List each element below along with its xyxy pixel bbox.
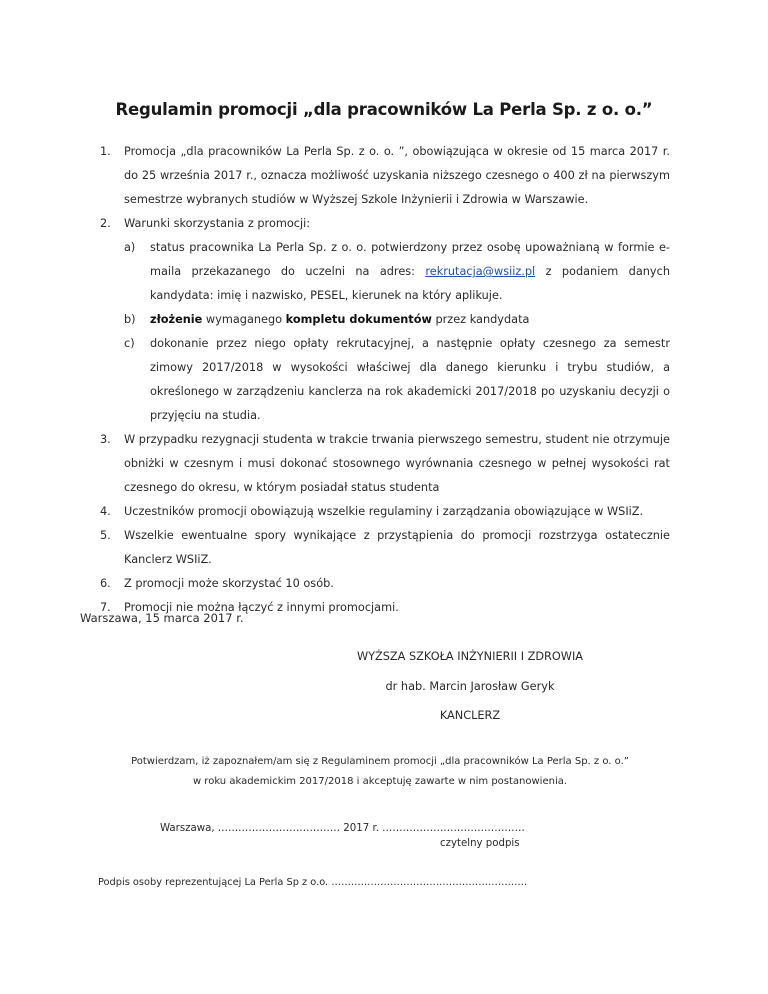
signatory-name: dr hab. Marcin Jarosław Geryk [385, 680, 555, 693]
confirmation-statement [100, 752, 660, 792]
sublist-item-c [124, 332, 670, 428]
subitem-bold-text: kompletu dokumentów [285, 313, 432, 326]
item-number: 5. [100, 529, 111, 542]
document-title: Regulamin promocji „dla pracowników La Perla Sp. z o. o.” [115, 100, 653, 119]
confirmation-line: w roku akademickim 2017/2018 i akceptuję zawarte w nim postanowienia. [192, 776, 568, 787]
place-and-date: Warszawa, 15 marca 2017 r. [80, 611, 244, 625]
email-link[interactable]: rekrutacja@wsiiz.pl [425, 265, 536, 278]
subitem-text: wymaganego [202, 313, 286, 326]
list-item [100, 140, 670, 212]
list-item [100, 212, 670, 428]
signature-caption: czytelny podpis [440, 838, 520, 849]
list-item [100, 572, 670, 596]
city-date-signature-line: Warszawa, ……………………………… 2017 r. …………………………………… [160, 823, 525, 834]
item-number: 3. [100, 433, 111, 446]
subitem-letter: c) [124, 337, 135, 350]
item-text: Z promocji może skorzystać 10 osób. [124, 577, 334, 590]
item-text: Promocja „dla pracowników La Perla Sp. z o. o. ”, obowiązująca w okresie od 15 marca 2017 r. do 25 września 2017 r., oznacza możliwość uzyskania niższego czesnego o 400 zł na pierwszym semestrze wybranych studiów w Wyższej Szkole Inżynierii i Zdrowia w Warszawie. [124, 145, 670, 206]
list-item [100, 428, 670, 500]
subitem-text: status pracownika La Perla Sp. z o. o. potwierdzony przez osobę upoważnianą w formie e-maila przekazanego do uczelni na adres: [150, 241, 670, 278]
item-text: Promocji nie można łączyć z innymi promocjami. [124, 601, 399, 614]
terms-list [100, 140, 670, 620]
subitem-letter: a) [124, 241, 136, 254]
sublist-item-a [124, 236, 670, 308]
item-number: 6. [100, 577, 111, 590]
item-number: 7. [100, 601, 111, 614]
confirmation-line: Potwierdzam, iż zapoznałem/am się z Regulaminem promocji „dla pracowników La Perla Sp. z o. o.” [131, 756, 629, 767]
representative-signature-line: Podpis osoby reprezentującej La Perla Sp z o.o. …………………………………………………… [98, 877, 528, 888]
sublist-item-b [124, 308, 670, 332]
school-name: WYŻSZA SZKOŁA INŻYNIERII I ZDROWIA [356, 650, 584, 663]
subitem-text: dokonanie przez niego opłaty rekrutacyjnej, a następnie opłaty czesnego za semestr zimowy 2017/2018 w wysokości właściwej dla danego kierunku i trybu studiów, a określonego w zarządzeniu kanclerza na rok akademicki 2017/2018 po uzyskaniu decyzji o przyjęciu na studia. [150, 337, 670, 422]
signatory-role: KANCLERZ [439, 709, 501, 722]
item-text: W przypadku rezygnacji studenta w trakcie trwania pierwszego semestru, student nie otrzymuje obniżki w czesnym i musi dokonać stosownego wyrównania czesnego w pełnej wysokości rat czesnego do okresu, w którym posiadał status studenta [124, 433, 670, 494]
subitem-letter: b) [124, 313, 136, 326]
list-item [100, 524, 670, 572]
subitem-text-after: przez kandydata [431, 313, 530, 326]
item-number: 4. [100, 505, 111, 518]
item-text: Warunki skorzystania z promocji: [124, 217, 311, 230]
subitem-text-after: z podaniem danych kandydata: imię i nazwisko, PESEL, kierunek na który aplikuje. [150, 265, 670, 302]
item-number: 2. [100, 217, 111, 230]
item-text: Wszelkie ewentualne spory wynikające z przystąpienia do promocji rozstrzyga ostatecznie Kanclerz WSIiZ. [124, 529, 670, 566]
subitem-bold-text: złożenie [150, 313, 203, 326]
item-text: Uczestników promocji obowiązują wszelkie regulaminy i zarządzania obowiązujące w WSIiZ. [124, 505, 644, 518]
list-item [100, 500, 670, 524]
item-number: 1. [100, 145, 111, 158]
